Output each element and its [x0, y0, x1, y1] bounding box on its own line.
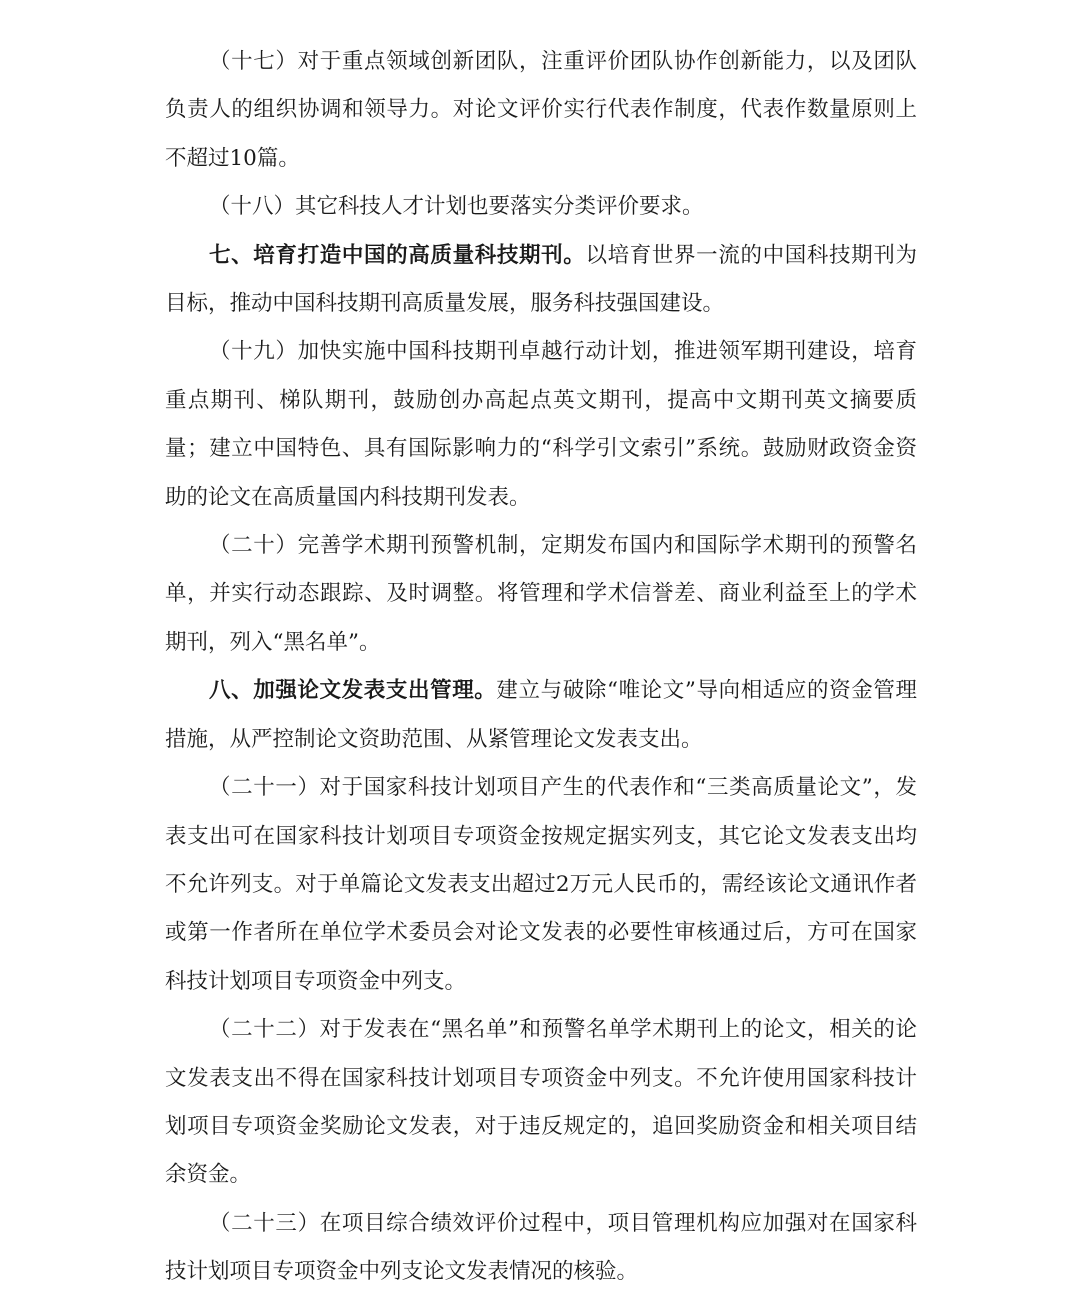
paragraph-text: （十七）对于重点领域创新团队，注重评价团队协作创新能力，以及团队负责人的组织协调和领导力。对论文评价实行代表作制度，代表作数量原则上不超过10篇。 [165, 49, 917, 171]
paragraph-17 [165, 38, 917, 183]
paragraph-23 [165, 1200, 917, 1297]
paragraph-text: （十八）其它科技人才计划也要落实分类评价要求。 [209, 194, 704, 220]
paragraph-20 [165, 522, 917, 667]
paragraph-19 [165, 328, 917, 522]
paragraph-text: （十九）加快实施中国科技期刊卓越行动计划，推进领军期刊建设，培育重点期刊、梯队期刊，鼓励创办高起点英文期刊，提高中文期刊英文摘要质量；建立中国特色、具有国际影响力的“科学引文索引”系统。鼓励财政资金资助的论文在高质量国内科技期刊发表。 [165, 339, 917, 510]
paragraph-text: 建立与破除“唯论文”导向相适应的资金管理措施，从严控制论文资助范围、从紧管理论文发表支出。 [165, 678, 917, 752]
document-body [165, 38, 917, 1297]
paragraph-text: （二十一）对于国家科技计划项目产生的代表作和“三类高质量论文”，发表支出可在国家科技计划项目专项资金按规定据实列支，其它论文发表支出均不允许列支。对于单篇论文发表支出超过2万元人民币的，需经该论文通讯作者或第一作者所在单位学术委员会对论文发表的必要性审核通过后，方可在国家科技计划项目专项资金中列支。 [165, 775, 917, 994]
paragraph-22 [165, 1006, 917, 1200]
paragraph-text: （二十）完善学术期刊预警机制，定期发布国内和国际学术期刊的预警名单，并实行动态跟踪、及时调整。将管理和学术信誉差、商业利益至上的学术期刊，列入“黑名单”。 [165, 533, 917, 655]
section-heading: 七、培育打造中国的高质量科技期刊。 [209, 242, 586, 268]
paragraph-text: （二十二）对于发表在“黑名单”和预警名单学术期刊上的论文，相关的论文发表支出不得在国家科技计划项目专项资金中列支。不允许使用国家科技计划项目专项资金奖励论文发表，对于违反规定的，追回奖励资金和相关项目结余资金。 [165, 1017, 917, 1188]
paragraph-text: （二十三）在项目综合绩效评价过程中，项目管理机构应加强对在国家科技计划项目专项资金中列支论文发表情况的核验。 [165, 1210, 917, 1285]
section-7 [165, 232, 917, 329]
paragraph-text: 以培育世界一流的中国科技期刊为目标，推动中国科技期刊高质量发展，服务科技强国建设。 [165, 242, 917, 317]
paragraph-21 [165, 764, 917, 1006]
section-8 [165, 667, 917, 764]
section-heading: 八、加强论文发表支出管理。 [209, 678, 497, 704]
paragraph-18 [165, 183, 917, 231]
